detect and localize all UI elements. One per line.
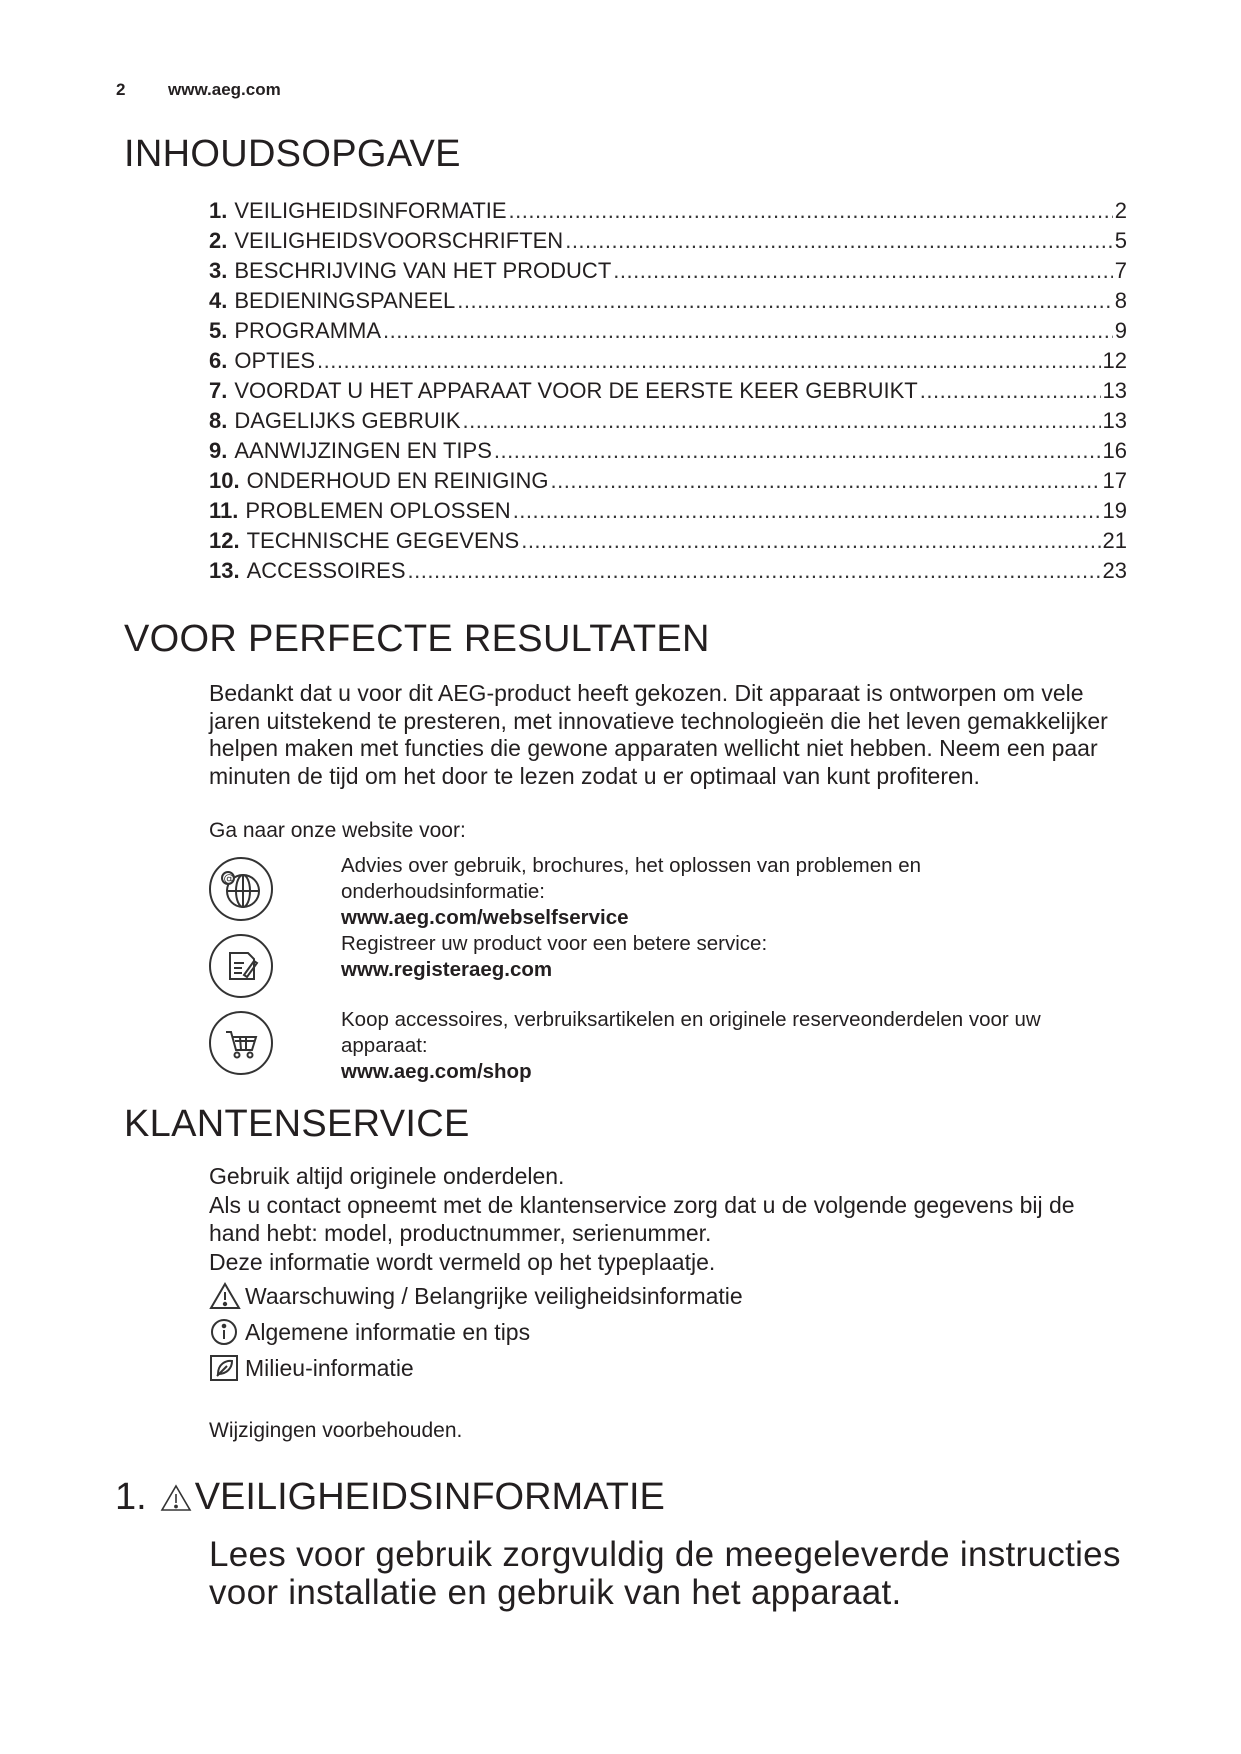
service-line: Gebruik altijd originele onderdelen. [209,1163,565,1189]
legend-label: Algemene informatie en tips [245,1318,531,1345]
toc-item-number: 8. [209,408,228,433]
toc-leader [551,468,1101,494]
toc-item-label: AANWIJZINGEN EN TIPS [234,438,492,463]
toc-item-page: 16 [1102,438,1127,463]
toc-leader [565,228,1113,254]
toc-item-page: 5 [1114,228,1127,253]
legend-label: Waarschuwing / Belangrijke veiligheidsinformatie [245,1282,743,1309]
toc-item-number: 4. [209,288,228,313]
toc-item-number: 3. [209,258,228,283]
toc-item-label: PROBLEMEN OPLOSSEN [245,498,511,523]
toc-leader [383,318,1113,344]
web-link-shop [341,1007,1121,1085]
toc-leader [513,498,1101,524]
toc-item-label: PROGRAMMA [234,318,382,343]
toc-item-page: 17 [1102,468,1127,493]
globe-icon [209,857,273,921]
website-intro: Ga naar onze website voor: [209,819,466,842]
toc-item[interactable] [209,498,1127,528]
toc-item-number: 9. [209,438,228,463]
customer-service-text [209,1162,1109,1276]
intro-paragraph: Bedankt dat u voor dit AEG-product heeft gekozen. Dit apparaat is ontworpen om vele jaren uitstekend te presteren, met innovatieve technologieën die het leven gemakkelijker helpen maken met functies die gewone apparaten wellicht niet hebben. Neem een paar minuten de tijd om het door te lezen zodat u er optimaal van kunt profiteren. [209,680,1108,789]
toc-item-number: 5. [209,318,228,343]
toc-item-page: 7 [1114,258,1127,283]
legend-warning [209,1282,743,1310]
service-line: Deze informatie wordt vermeld op het typeplaatje. [209,1248,716,1275]
toc-item[interactable] [209,288,1127,318]
toc-item[interactable] [209,558,1127,588]
changes-reserved: Wijzigingen voorbehouden. [209,1419,463,1442]
toc-item-page: 19 [1102,498,1127,523]
toc-item[interactable] [209,468,1127,498]
toc-item[interactable] [209,348,1127,378]
toc-leader [457,288,1113,314]
section-1-lead: Lees voor gebruik zorgvuldig de meegeleverde instructies voor installatie en gebruik van het apparaat. [209,1535,1121,1612]
toc-item-number: 10. [209,468,240,493]
legend-info [209,1318,530,1346]
toc-item-page: 21 [1102,528,1127,553]
section-title-text: VEILIGHEIDSINFORMATIE [194,1476,665,1518]
web-link-register [341,931,1121,983]
toc-item-number: 2. [209,228,228,253]
legend-label: Milieu-informatie [245,1354,414,1381]
toc-item[interactable] [209,258,1127,288]
toc-item-page: 8 [1114,288,1127,313]
toc-item-label: DAGELIJKS GEBRUIK [234,408,461,433]
toc-item[interactable] [209,438,1127,468]
environment-icon [209,1354,241,1382]
toc-leader [494,438,1101,464]
svg-text:@: @ [223,872,235,885]
web-link-description: Koop accessoires, verbruiksartikelen en originele reserveonderdelen voor uw apparaat: [341,1008,1041,1057]
legend-environment [209,1354,414,1382]
toc-item[interactable] [209,408,1127,438]
toc-leader [920,378,1101,404]
register-icon [209,934,273,998]
warning-icon [209,1282,241,1310]
section-1-title [115,1476,665,1519]
toc-item[interactable] [209,228,1127,258]
web-link-selfservice [341,853,1121,931]
perfect-results-title: VOOR PERFECTE RESULTATEN [124,618,710,660]
toc-item-page: 9 [1114,318,1127,343]
toc-title: INHOUDSOPGAVE [124,133,461,175]
toc-item-number: 6. [209,348,228,373]
toc-item-label: BEDIENINGSPANEEL [234,288,456,313]
page-header [116,80,281,100]
toc-leader [521,528,1100,554]
web-link-url[interactable]: www.aeg.com/webselfservice [341,906,629,929]
toc-item-number: 12. [209,528,240,553]
toc-item-number: 1. [209,198,228,223]
customer-service-title: KLANTENSERVICE [124,1103,470,1145]
toc-item-label: VOORDAT U HET APPARAAT VOOR DE EERSTE KEER GEBRUIKT [234,378,918,403]
toc-item-label: TECHNISCHE GEGEVENS [246,528,520,553]
warning-icon [159,1483,193,1513]
toc-item[interactable] [209,198,1127,228]
toc-item-page: 12 [1102,348,1127,373]
toc-item-page: 13 [1102,378,1127,403]
web-link-url[interactable]: www.registeraeg.com [341,958,553,981]
web-link-description: Registreer uw product voor een betere service: [341,932,768,955]
web-link-url[interactable]: www.aeg.com/shop [341,1060,532,1083]
cart-icon [209,1011,273,1075]
toc-item[interactable] [209,378,1127,408]
toc-item-number: 7. [209,378,228,403]
toc-leader [613,258,1112,284]
info-icon [209,1318,241,1346]
toc-item-label: ONDERHOUD EN REINIGING [246,468,549,493]
toc-item-label: BESCHRIJVING VAN HET PRODUCT [234,258,612,283]
toc-item-page: 2 [1114,198,1127,223]
web-link-description: Advies over gebruik, brochures, het oplossen van problemen en onderhoudsinformatie: [341,854,922,903]
toc-leader [317,348,1100,374]
toc-item-page: 23 [1102,558,1127,583]
toc-item[interactable] [209,318,1127,348]
toc-item[interactable] [209,528,1127,558]
toc-leader [463,408,1101,434]
toc-leader [509,198,1113,224]
service-line: Als u contact opneemt met de klantenservice zorg dat u de volgende gegevens bij de hand hebt: model, productnummer, serienummer. [209,1191,1075,1246]
toc-item-number: 11. [209,498,239,523]
page-number: 2 [116,80,126,99]
toc-leader [408,558,1101,584]
toc-item-page: 13 [1102,408,1127,433]
toc-item-number: 13. [209,558,240,583]
toc-item-label: VEILIGHEIDSINFORMATIE [234,198,507,223]
section-number: 1. [115,1476,147,1518]
table-of-contents [209,198,1127,588]
toc-item-label: OPTIES [234,348,316,373]
toc-item-label: VEILIGHEIDSVOORSCHRIFTEN [234,228,564,253]
site-url[interactable]: www.aeg.com [168,80,281,99]
toc-item-label: ACCESSOIRES [246,558,406,583]
